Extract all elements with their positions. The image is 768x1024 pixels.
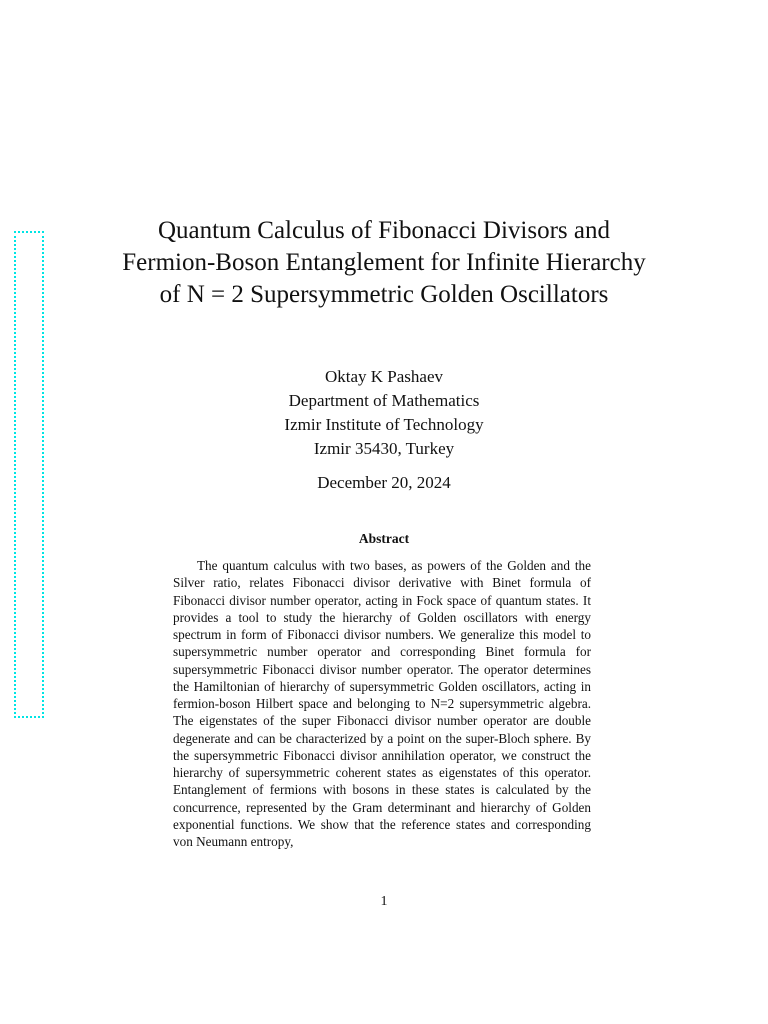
page-number: 1 [380, 894, 388, 909]
paper-date: December 20, 2024 [317, 473, 451, 492]
author-name: Oktay K Pashaev [324, 367, 444, 386]
author-block [150, 365, 618, 461]
abstract-heading: Abstract [358, 531, 410, 546]
paper-title: Quantum Calculus of Fibonacci Divisors and Fermion-Boson Entanglement for Infinite Hierarchy of N = 2 Supersymmetric Golden Oscillators [122, 217, 646, 308]
abstract-text: The quantum calculus with two bases, as powers of the Golden and the Silver ratio, relates Fibonacci divisor derivative with Binet formula of Fibonacci divisor number operator, acting in Fock space of quantum states. It provides a tool to study the hierarchy of Golden oscillators with energy spectrum in form of Fibonacci divisor numbers. We generalize this model to supersymmetric number operator and corresponding Binet formula for supersymmetric Fibonacci divisor number operator. The operator determines the Hamiltonian of hierarchy of supersymmetric Golden oscillators, acting in fermion-boson Hilbert space and belonging to N=2 supersymmetric algebra. The eigenstates of the super Fibonacci divisor number operator are double degenerate and can be characterized by a point on the super-Bloch sphere. By the supersymmetric Fibonacci divisor annihilation operator, we construct the hierarchy of supersymmetric coherent states as eigenstates of this operator. Entanglement of fermions with bosons in these states is calculated by the concurrence, represented by the Gram determinant and hierarchy of Golden exponential functions. We show that the reference states and corresponding von Neumann entropy, [173, 558, 591, 849]
author-department: Department of Mathematics [288, 391, 480, 410]
author-institute: Izmir Institute of Technology [284, 415, 484, 434]
margin-annotation-box [14, 231, 44, 718]
author-address: Izmir 35430, Turkey [313, 439, 455, 458]
